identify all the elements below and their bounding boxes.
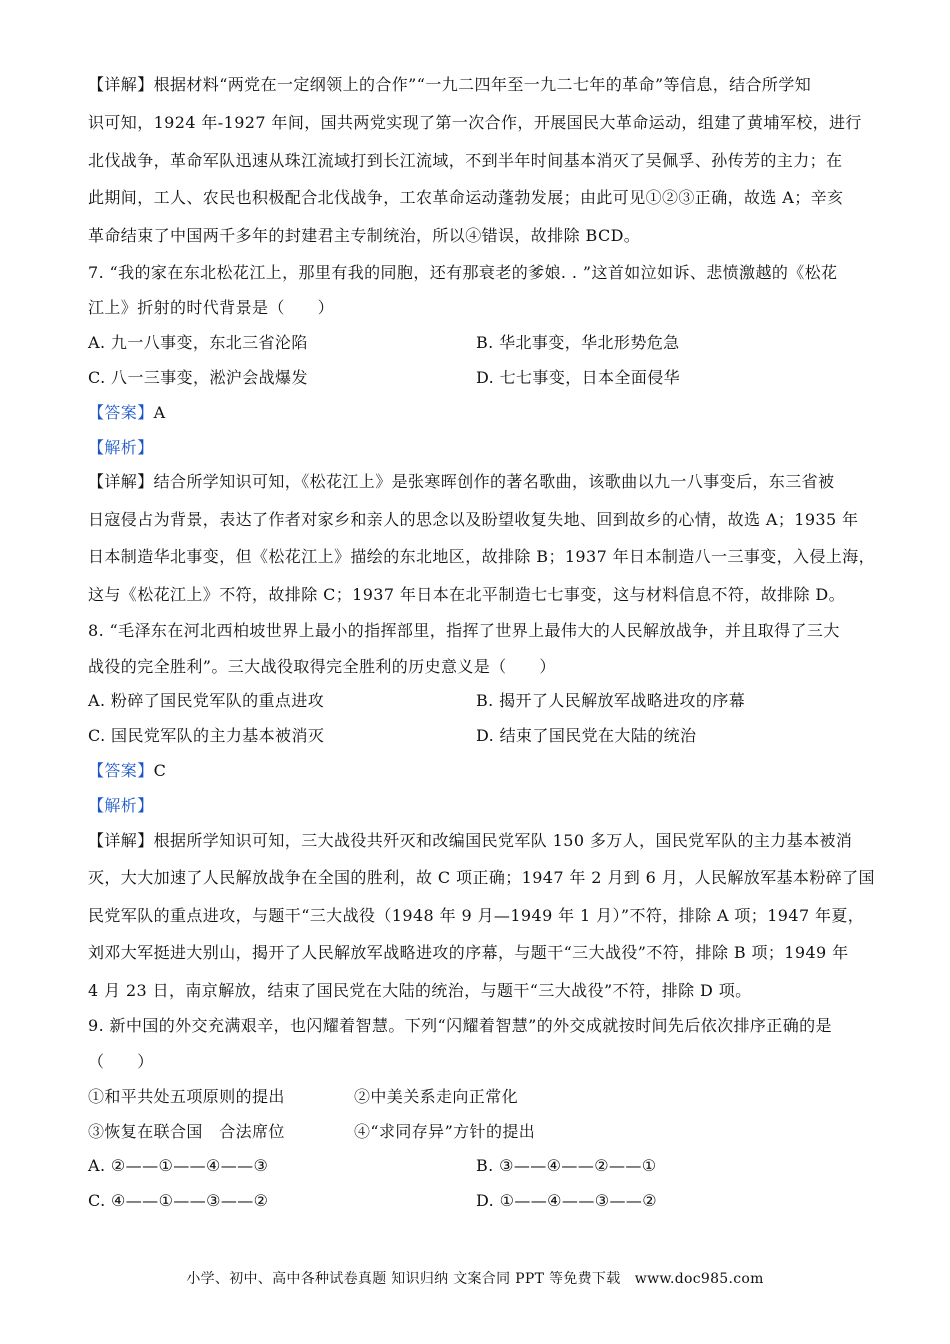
page-footer: 小学、初中、高中各种试卷真题 知识归纳 文案合同 PPT 等免费下载 www.doc985.com bbox=[186, 1271, 764, 1287]
q8-stem-line-1: 8. “毛泽东在河北西柏坡世界上最小的指挥部里，指挥了世界上最伟大的人民解放战争，并且取得了三大 bbox=[88, 621, 840, 640]
q9-item-3: ③恢复在联合国 合法席位 bbox=[88, 1122, 285, 1141]
q8-explanation-line-1: 【详解】根据所学知识可知，三大战役共歼灭和改编国民党军队 150 多万人，国民党军队的主力基本被消 bbox=[88, 831, 853, 850]
q8-option-c: C. 国民党军队的主力基本被消灭 bbox=[88, 726, 325, 745]
q7-option-d: D. 七七事变，日本全面侵华 bbox=[476, 368, 681, 387]
q9-option-c: C. ④——①——③——② bbox=[88, 1191, 269, 1210]
q9-option-b: B. ③——④——②——① bbox=[476, 1156, 657, 1175]
answer-label: 【答案】 bbox=[88, 761, 154, 780]
q7-answer bbox=[88, 403, 166, 423]
q8-explanation-line-4: 刘邓大军挺进大别山，揭开了人民解放军战略进攻的序幕，与题干“三大战役”不符，排除 B 项；1949 年 bbox=[88, 943, 849, 962]
q8-answer-value: C bbox=[153, 761, 167, 780]
q6-explanation-line-1: 【详解】根据材料“两党在一定纲领上的合作”“一九二四年至一九二七年的革命”等信息，结合所学知 bbox=[88, 75, 812, 94]
q8-explanation-line-5: 4 月 23 日，南京解放，结束了国民党在大陆的统治，与题干“三大战役”不符，排除 D 项。 bbox=[88, 981, 752, 1000]
q7-stem-line-1: 7. “我的家在东北松花江上，那里有我的同胞，还有那衰老的爹娘. . ”这首如泣如诉、悲愤激越的《松花 bbox=[88, 263, 838, 282]
q7-explanation-line-3: 日本制造华北事变，但《松花江上》描绘的东北地区，故排除 B；1937 年日本制造八一三事变，入侵上海， bbox=[88, 547, 876, 566]
q7-explanation-line-4: 这与《松花江上》不符，故排除 C；1937 年日本在北平制造七七事变，这与材料信息不符，故排除 D。 bbox=[88, 585, 846, 604]
q9-stem-line-2: （ ） bbox=[88, 1052, 154, 1071]
q8-option-d: D. 结束了国民党在大陆的统治 bbox=[476, 726, 697, 745]
q9-option-d: D. ①——④——③——② bbox=[476, 1191, 658, 1210]
q7-option-c: C. 八一三事变，淞沪会战爆发 bbox=[88, 368, 308, 387]
q8-option-b: B. 揭开了人民解放军战略进攻的序幕 bbox=[476, 691, 746, 710]
q7-analysis-label: 【解析】 bbox=[88, 438, 154, 457]
q7-explanation-line-2: 日寇侵占为背景，表达了作者对家乡和亲人的思念以及盼望收复失地、回到故乡的心情，故选 A；1935 年 bbox=[88, 510, 859, 529]
q8-answer bbox=[88, 761, 166, 781]
q7-explanation-line-1: 【详解】结合所学知识可知，《松花江上》是张寒晖创作的著名歌曲，该歌曲以九一八事变后，东三省被 bbox=[88, 472, 835, 491]
q7-option-b: B. 华北事变，华北形势危急 bbox=[476, 333, 680, 352]
q9-item-2: ②中美关系走向正常化 bbox=[354, 1087, 519, 1106]
q6-explanation-line-5: 革命结束了中国两千多年的封建君主专制统治，所以④错误，故排除 BCD。 bbox=[88, 226, 641, 245]
q8-option-a: A. 粉碎了国民党军队的重点进攻 bbox=[88, 691, 325, 710]
q7-stem-line-2: 江上》折射的时代背景是（ ） bbox=[88, 298, 335, 317]
q9-stem-line-1: 9. 新中国的外交充满艰辛，也闪耀着智慧。下列“闪耀着智慧”的外交成就按时间先后依次排序正确的是 bbox=[88, 1016, 832, 1035]
q6-explanation-line-3: 北伐战争，革命军队迅速从珠江流域打到长江流域，不到半年时间基本消灭了吴佩孚、孙传芳的主力；在 bbox=[88, 151, 843, 170]
q8-explanation-line-2: 灭，大大加速了人民解放战争在全国的胜利，故 C 项正确；1947 年 2 月到 6 月，人民解放军基本粉碎了国 bbox=[88, 868, 875, 887]
q6-explanation-line-4: 此期间，工人、农民也积极配合北伐战争，工农革命运动蓬勃发展；由此可见①②③正确，故选 A；辛亥 bbox=[88, 188, 844, 207]
q9-item-4: ④“求同存异”方针的提出 bbox=[354, 1122, 536, 1141]
q8-explanation-line-3: 民党军队的重点进攻，与题干“三大战役（1948 年 9 月—1949 年 1 月）”不符，排除 A 项；1947 年夏， bbox=[88, 906, 865, 925]
q6-explanation-line-2: 识可知，1924 年-1927 年间，国共两党实现了第一次合作，开展国民大革命运动，组建了黄埔军校，进行 bbox=[88, 113, 862, 132]
q7-option-a: A. 九一八事变，东北三省沦陷 bbox=[88, 333, 308, 352]
answer-label: 【答案】 bbox=[88, 403, 154, 422]
q9-option-a: A. ②——①——④——③ bbox=[88, 1156, 269, 1175]
q9-item-1: ①和平共处五项原则的提出 bbox=[88, 1087, 285, 1106]
q7-answer-value: A bbox=[153, 403, 166, 422]
q8-analysis-label: 【解析】 bbox=[88, 796, 154, 815]
q8-stem-line-2: 战役的完全胜利”。三大战役取得完全胜利的历史意义是（ ） bbox=[88, 657, 556, 676]
